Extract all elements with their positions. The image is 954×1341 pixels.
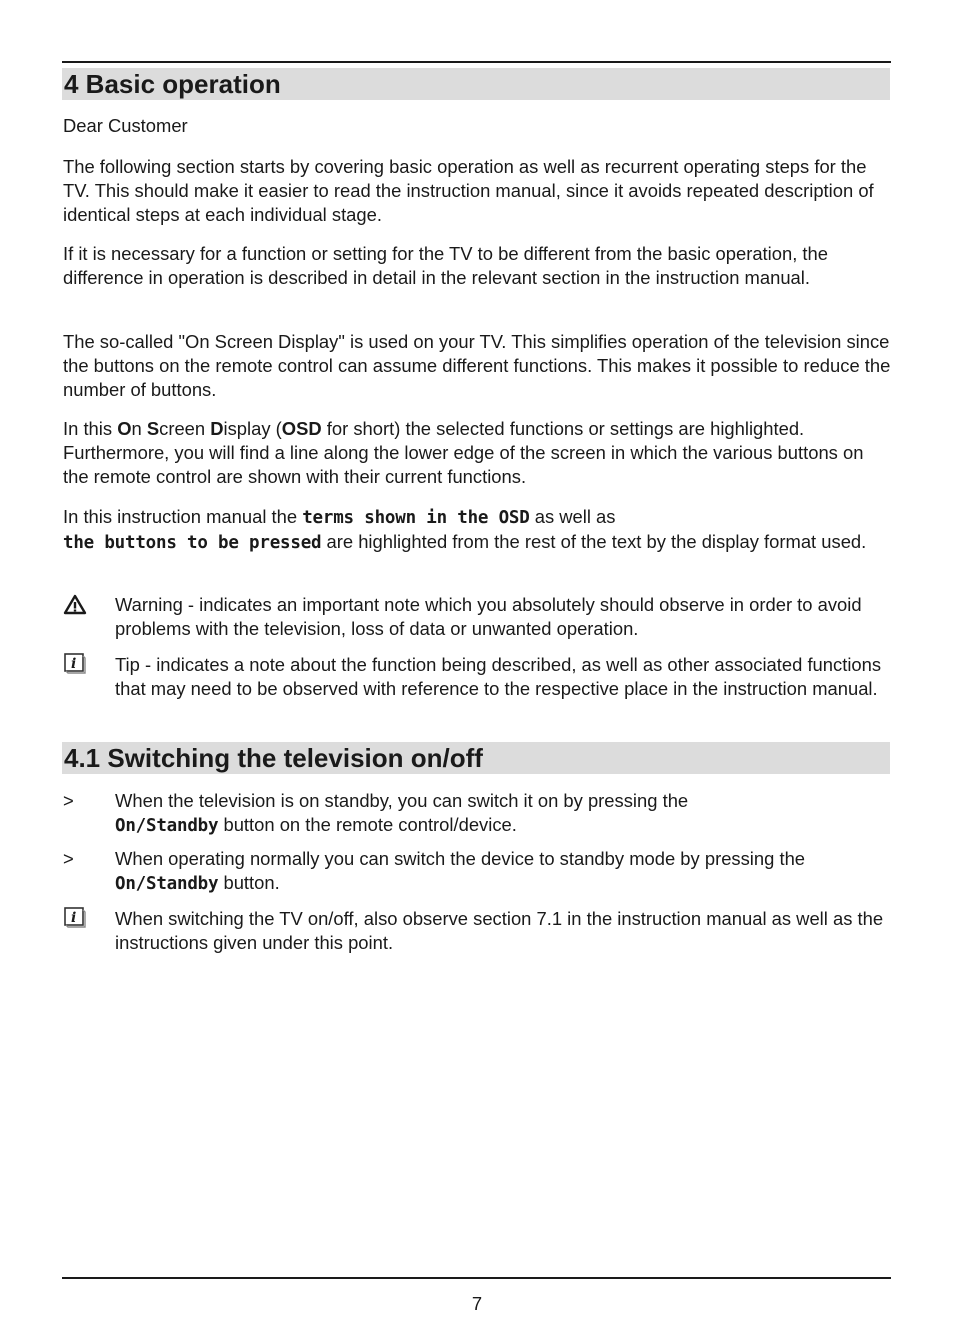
svg-text:i: i xyxy=(71,910,77,926)
paragraph-osd-definition: In this On Screen Display (OSD for short) the selected functions or settings are highlighted. Furthermore, you will find a line along the lower edge of the screen in which the various buttons on the remote control are shown with their current functions. xyxy=(63,418,864,487)
section-heading-basic-operation: 4 Basic operation xyxy=(62,68,890,100)
greeting: Dear Customer xyxy=(63,115,188,136)
tip-note-section-7-1: When switching the TV on/off, also observe section 7.1 in the instruction manual as well as the instructions given under this point. xyxy=(115,908,884,953)
paragraph-osd: The so-called "On Screen Display" is used on your TV. This simplifies operation of the television since the buttons on the remote control can assume different functions. This makes it possible to reduce the number of buttons. xyxy=(63,331,891,400)
on-standby-button-label: On/Standby xyxy=(115,816,219,836)
paragraph-intro: The following section starts by covering basic operation as well as recurrent operating steps for the TV. This should make it easier to read the instruction manual, since it avoids repeated description of identical steps at each individual stage. xyxy=(63,156,874,225)
page-number: 7 xyxy=(471,1293,483,1314)
list-item-switch-on: When the television is on standby, you can switch it on by pressing the On/Standby button on the remote control/device. xyxy=(115,790,689,836)
paragraph-display-format: In this instruction manual the terms shown in the OSD as well as the buttons to be pressed are highlighted from the rest of the text by the display format used. xyxy=(63,506,867,553)
section-heading-switching-on-off: 4.1 Switching the television on/off xyxy=(62,742,890,774)
list-marker: > xyxy=(63,848,74,869)
warning-triangle-icon xyxy=(63,594,87,616)
list-item-standby: When operating normally you can switch the device to standby mode by pressing the On/Standby button. xyxy=(115,848,806,894)
buttons-example: the buttons to be pressed xyxy=(63,533,322,553)
list-marker: > xyxy=(63,790,74,811)
info-i-icon xyxy=(63,906,87,928)
svg-text:i: i xyxy=(71,656,77,672)
bottom-rule xyxy=(62,1277,891,1279)
paragraph-difference: If it is necessary for a function or setting for the TV to be different from the basic operation, the difference in operation is described in detail in the relevant section in the instruction manual. xyxy=(63,243,828,288)
warning-note: Warning - indicates an important note which you absolutely should observe in order to avoid problems with the television, loss of data or unwanted operation. xyxy=(115,594,862,639)
on-standby-button-label: On/Standby xyxy=(115,874,219,894)
osd-terms-example: terms shown in the OSD xyxy=(302,508,530,528)
tip-note: Tip - indicates a note about the function being described, as well as other associated functions that may need to be observed with reference to the respective place in the instruction manual. xyxy=(115,654,882,699)
info-i-icon xyxy=(63,652,87,674)
top-rule xyxy=(62,61,891,63)
